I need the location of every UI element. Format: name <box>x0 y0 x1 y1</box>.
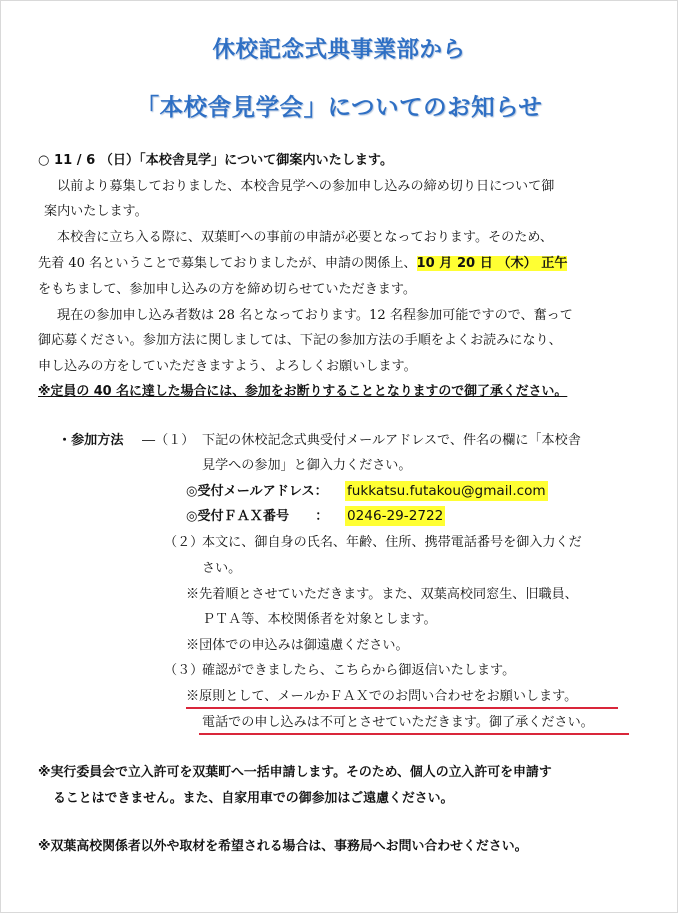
deadline-highlight: 10 月 20 日 （木） 正午 <box>416 256 568 271</box>
step2-note: ※先着順とさせていただきます。また、双葉高校同窓生、旧職員、 <box>186 587 578 602</box>
paragraph-line: 以前より募集しておりました、本校舎見学への参加申し込みの締め切り日について御 <box>57 179 555 194</box>
email-label: ◎受付メールアドレス： <box>186 484 328 499</box>
step2-note: ※団体での申込みは御遠慮ください。 <box>186 638 409 653</box>
paragraph-text: 先着 40 名ということで募集しておりましたが、申請の関係上、 <box>38 256 417 271</box>
step3-note: 電話での申し込みは不可とさせていただきます。御了承ください。 <box>202 715 594 730</box>
paragraph-line: 御応募ください。参加方法に関しましては、下記の参加方法の手順をよくお読みになり、 <box>38 333 562 348</box>
red-underline <box>199 733 629 735</box>
red-underline <box>186 707 618 709</box>
fax-number: 0246-29-2722 <box>347 508 444 524</box>
email-address: fukkatsu.futakou@gmail.com <box>347 483 546 499</box>
step3-number: （３） <box>164 663 204 678</box>
paragraph-line: をもちまして、参加申し込みの方を締め切らせていただきます。 <box>38 282 417 297</box>
step1-text: 見学への参加」と御入力ください。 <box>202 458 412 473</box>
step3-note: ※原則として、メールかＦＡＸでのお問い合わせをお願いします。 <box>186 689 578 704</box>
footer-note: ることはできません。また、自家用車での御参加はご遠慮ください。 <box>53 791 454 806</box>
notice-heading: ○ 11 / 6 （日）「本校舎見学」について御案内いたします。 <box>38 153 394 168</box>
paragraph-line: 現在の参加申し込み者数は 28 名となっております。12 名程参加可能ですので、奮って <box>57 308 573 323</box>
footer-note: ※双葉高校関係者以外や取材を希望される場合は、事務局へお問い合わせください。 <box>38 839 528 854</box>
page-title-line1: 休校記念式典事業部から <box>212 37 466 63</box>
fax-label: ◎受付ＦＡＸ番号 ： <box>186 509 329 524</box>
method-label: ・参加方法 <box>58 433 124 448</box>
step3-text: 確認ができましたら、こちらから御返信いたします。 <box>202 663 516 678</box>
capacity-note: ※定員の 40 名に達した場合には、参加をお断りすることとなりますので御了承ください。 <box>38 384 568 399</box>
step1-number: ―（１） <box>142 433 195 448</box>
paragraph-line: 申し込みの方をしていただきますよう、よろしくお願いします。 <box>38 359 417 374</box>
page-title-line2: 「本校舎見学会」についてのお知らせ <box>135 93 543 121</box>
paragraph-line: 本校舎に立ち入る際に、双葉町への事前の申請が必要となっております。そのため、 <box>57 230 553 245</box>
paragraph-line: 案内いたします。 <box>44 204 148 219</box>
step2-number: （２） <box>164 535 204 550</box>
paragraph-line <box>38 255 567 273</box>
step2-text: さい。 <box>202 561 242 576</box>
step1-text: 下記の休校記念式典受付メールアドレスで、件名の欄に「本校舎 <box>202 433 581 448</box>
step2-text: 本文に、御自身の氏名、年齢、住所、携帯電話番号を御入力くだ <box>202 535 582 550</box>
step2-note: ＰＴＡ等、本校関係者を対象とします。 <box>202 612 437 627</box>
footer-note: ※実行委員会で立入許可を双葉町へ一括申請します。そのため、個人の立入許可を申請す <box>38 765 552 780</box>
